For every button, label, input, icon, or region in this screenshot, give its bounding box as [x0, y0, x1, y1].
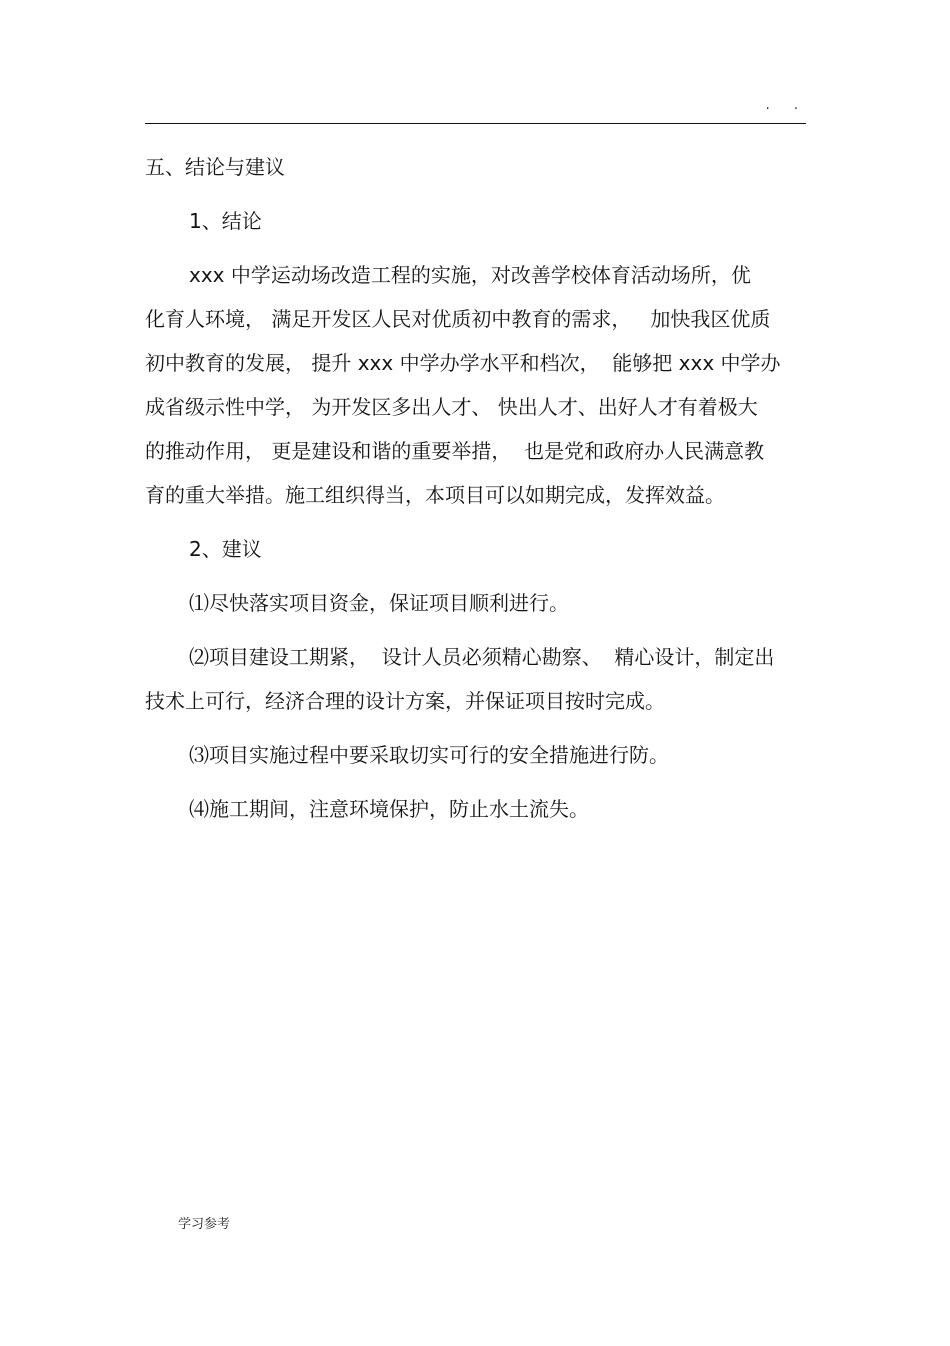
document-body: [145, 145, 806, 831]
conclusion-line: 成省级示性中学， 为开发区多出人才、 快出人才、出好人才有着极大: [145, 395, 758, 419]
conclusion-line: xxx 中学运动场改造工程的实施，对改善学校体育活动场所，优: [189, 263, 751, 287]
suggestion-item-3: ⑶项目实施过程中要采取切实可行的安全措施进行防。: [189, 743, 669, 767]
conclusion-line: 的推动作用， 更是建设和谐的重要举措， 也是党和政府办人民满意教: [145, 439, 765, 463]
conclusion-heading: 1、结论: [189, 209, 262, 233]
suggestion-item-4: ⑷施工期间，注意环境保护，防止水土流失。: [189, 797, 589, 821]
header-dots: . .: [765, 98, 808, 113]
suggestion-item-2-continued: 技术上可行，经济合理的设计方案，并保证项目按时完成。: [145, 689, 665, 713]
footer-label: 学习参考: [178, 1217, 231, 1232]
suggestions-heading: 2、建议: [189, 537, 262, 561]
section-title: 五、结论与建议: [145, 155, 285, 179]
suggestion-item-2: ⑵项目建设工期紧， 设计人员必须精心勘察、 精心设计，制定出: [189, 645, 775, 669]
conclusion-line: 化育人环境， 满足开发区人民对优质初中教育的需求， 加快我区优质: [145, 307, 771, 331]
conclusion-line: 育的重大举措。施工组织得当，本项目可以如期完成，发挥效益。: [145, 483, 725, 507]
conclusion-line: 初中教育的发展， 提升 xxx 中学办学水平和档次， 能够把 xxx 中学办: [145, 351, 781, 375]
suggestion-item-1: ⑴尽快落实项目资金，保证项目顺利进行。: [189, 591, 569, 615]
header-rule: [145, 123, 806, 124]
